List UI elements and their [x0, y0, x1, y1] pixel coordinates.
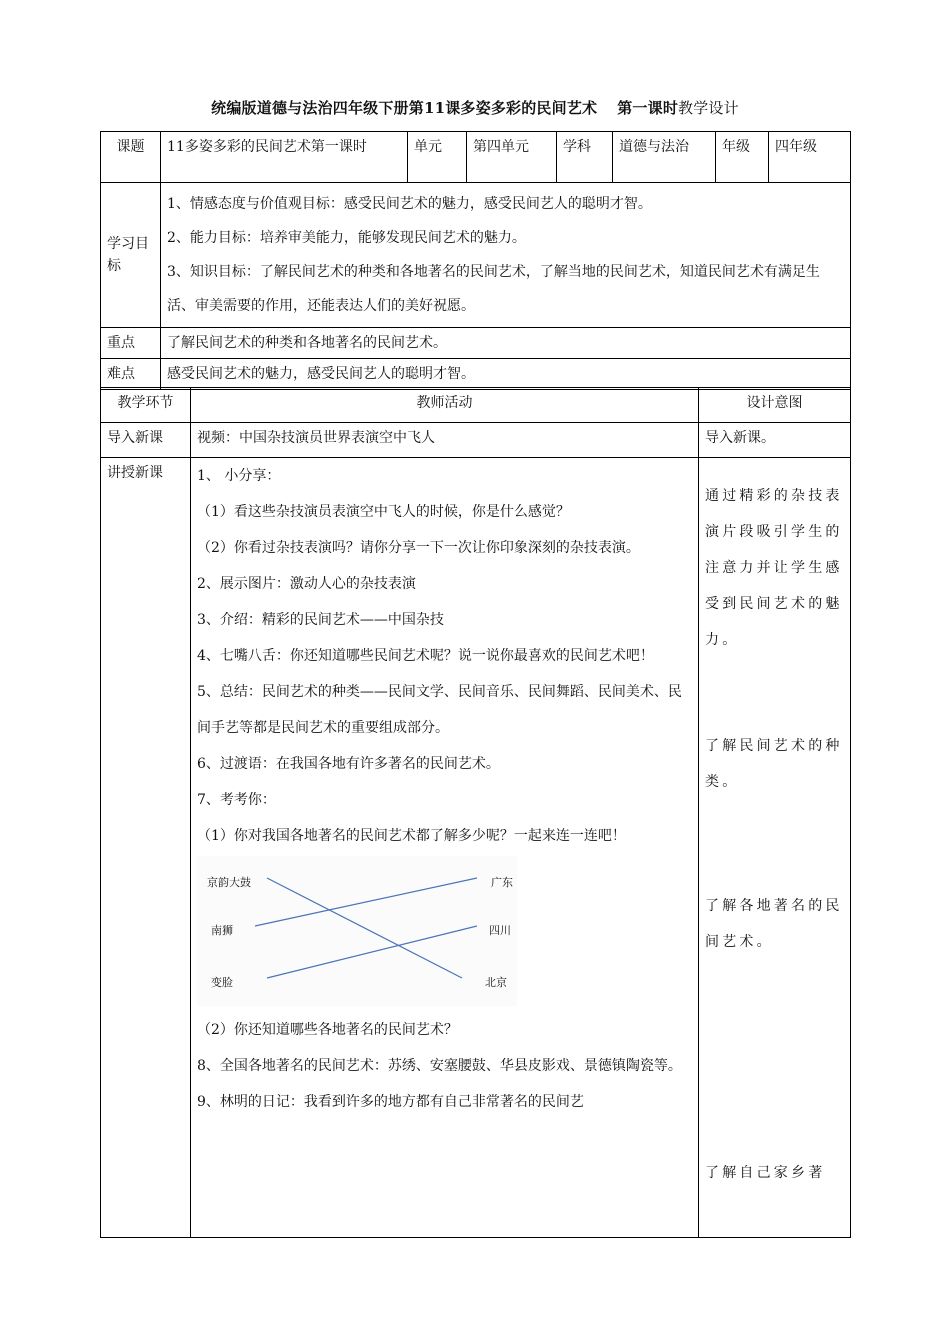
activity-item: 7、考考你： [197, 792, 276, 808]
match-right-item: 四川 [489, 924, 511, 937]
activity-item: （2）你看过杂技表演吗？请你分享一下一次让你印象深刻的杂技表演。 [197, 540, 640, 556]
goal-item: 3、知识目标：了解民间艺术的种类和各地著名的民间艺术，了解当地的民间艺术，知道民间艺术有满足生活、审美需要的作用，还能表达人们的美好祝愿。 [167, 264, 820, 314]
matching-diagram [197, 856, 517, 1006]
lesson-info-table [100, 131, 851, 390]
activity-item: 9、林明的日记：我看到许多的地方都有自己非常著名的民间艺 [197, 1094, 584, 1110]
grade-label: 年级 [716, 132, 769, 183]
intent-item: 了解各地著名的民间艺术。 [705, 898, 843, 950]
intro-activity: 视频：中国杂技演员世界表演空中飞人 [191, 423, 699, 458]
title-suffix: 教学设计 [678, 99, 739, 117]
activity-item: 3、介绍：精彩的民间艺术——中国杂技 [197, 612, 444, 628]
new-lesson-intents [699, 458, 851, 1238]
difficulty-label: 难点 [101, 359, 161, 390]
intent-item: 通过精彩的杂技表演片段吸引学生的注意力并让学生感受到民间艺术的魅力。 [705, 488, 843, 648]
page-title [0, 97, 950, 118]
activity-item: （1）你对我国各地著名的民间艺术都了解多少呢？一起来连一连吧！ [197, 828, 626, 844]
match-left-item: 南狮 [211, 924, 233, 937]
new-lesson-activities [191, 458, 699, 1238]
activity-item: 2、展示图片：激动人心的杂技表演 [197, 576, 416, 592]
intro-intent: 导入新课。 [699, 423, 851, 458]
intent-item: 了解民间艺术的种类。 [705, 738, 843, 790]
grade-value: 四年级 [769, 132, 851, 183]
match-right-item: 北京 [485, 976, 507, 989]
activity-item: 5、总结：民间艺术的种类——民间文学、民间音乐、民间舞蹈、民间美术、民间手艺等都是民间艺术的重要组成部分。 [197, 684, 682, 736]
title-main: 统编版道德与法治四年级下册第11课多姿多彩的民间艺术 [211, 99, 598, 117]
activity-item: （2）你还知道哪些各地著名的民间艺术？ [197, 1022, 458, 1038]
intent-item: 了解自己家乡著 [705, 1165, 826, 1181]
unit-value: 第四单元 [467, 132, 557, 183]
intro-stage: 导入新课 [101, 423, 191, 458]
match-line [255, 878, 477, 926]
topic-value: 11多姿多彩的民间艺术第一课时 [161, 132, 408, 183]
activity-item: 4、七嘴八舌：你还知道哪些民间艺术呢？说一说你最喜欢的民间艺术吧！ [197, 648, 654, 664]
activity-item: （1）看这些杂技演员表演空中飞人的时候，你是什么感觉？ [197, 504, 570, 520]
header-intent: 设计意图 [699, 388, 851, 423]
goals-label: 学习目标 [101, 183, 161, 328]
new-lesson-stage: 讲授新课 [101, 458, 191, 1238]
key-point-label: 重点 [101, 328, 161, 359]
subject-value: 道德与法治 [613, 132, 716, 183]
activity-item: 8、全国各地著名的民间艺术：苏绣、安塞腰鼓、华县皮影戏、景德镇陶瓷等。 [197, 1058, 682, 1074]
match-left-item: 变脸 [211, 976, 233, 989]
subject-label: 学科 [557, 132, 613, 183]
activity-item: 1、 小分享： [197, 468, 281, 484]
match-left-item: 京韵大鼓 [207, 876, 251, 889]
teaching-plan-table [100, 387, 851, 1238]
topic-label: 课题 [101, 132, 161, 183]
title-lesson: 第一课时 [617, 99, 679, 117]
match-right-item: 广东 [491, 876, 513, 889]
activity-item: 6、过渡语：在我国各地有许多著名的民间艺术。 [197, 756, 500, 772]
goal-item: 2、能力目标：培养审美能力，能够发现民间艺术的魅力。 [167, 230, 526, 246]
difficulty-value: 感受民间艺术的魅力，感受民间艺人的聪明才智。 [161, 359, 851, 390]
header-stage: 教学环节 [101, 388, 191, 423]
key-point-value: 了解民间艺术的种类和各地著名的民间艺术。 [161, 328, 851, 359]
header-activity: 教师活动 [191, 388, 699, 423]
unit-label: 单元 [408, 132, 467, 183]
match-line [267, 878, 462, 978]
goals-list [161, 183, 851, 328]
goal-item: 1、情感态度与价值观目标：感受民间艺术的魅力，感受民间艺人的聪明才智。 [167, 196, 652, 212]
